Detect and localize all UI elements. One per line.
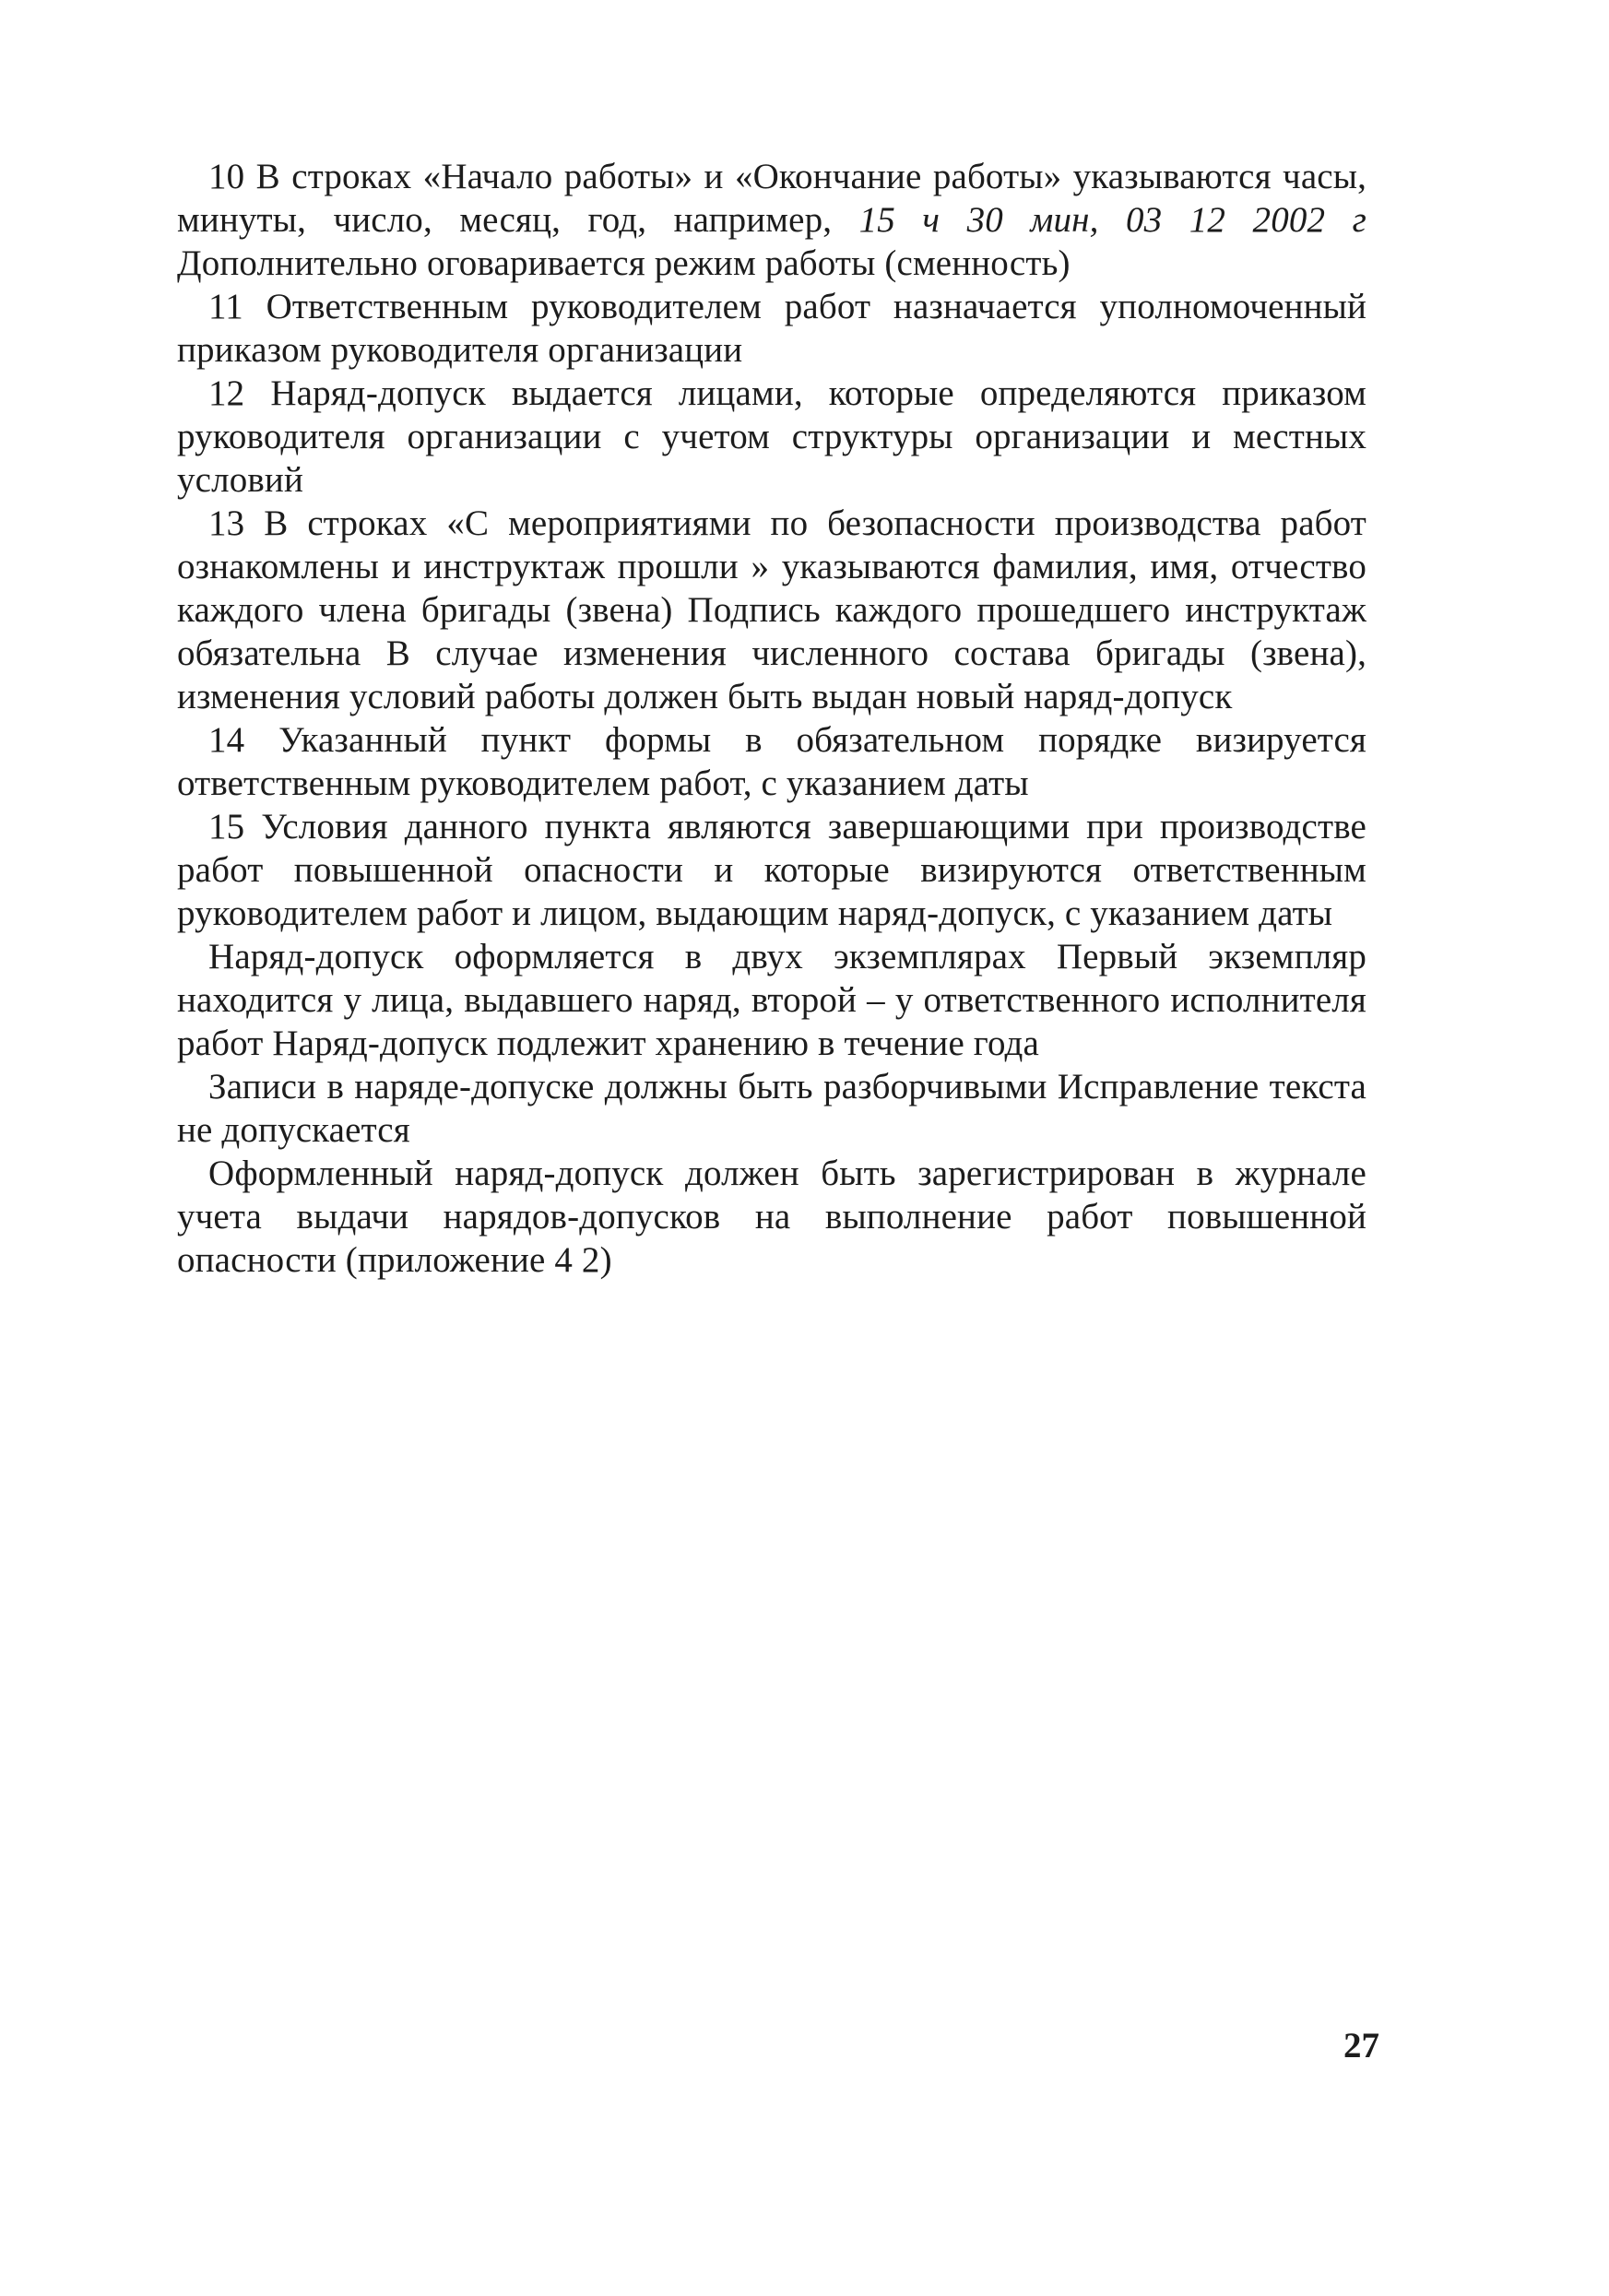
paragraph-10-part-1: 10 В строках «Начало работы» и «Окончание работы» указываются часы, минуты, число, месяц, год, например, (177, 157, 1366, 240)
paragraph-12 (177, 372, 1366, 502)
paragraph-11-text: 11 Ответственным руководителем работ назначается уполномоченный приказом руководителя организации (177, 287, 1366, 370)
paragraph-register (177, 1152, 1366, 1282)
paragraph-records (177, 1065, 1366, 1152)
paragraph-14-text: 14 Указанный пункт формы в обязательном порядке визируется ответственным руководителем работ, с указанием даты (177, 720, 1366, 803)
paragraph-10 (177, 155, 1366, 285)
paragraph-13 (177, 502, 1366, 718)
paragraph-register-text: Оформленный наряд-допуск должен быть зарегистрирован в журнале учета выдачи нарядов-допусков на выполнение работ повышенной опасности (приложение 4 2) (177, 1154, 1366, 1280)
paragraph-records-text: Записи в наряде-допуске должны быть разборчивыми Исправление текста не допускается (177, 1067, 1366, 1150)
paragraph-11 (177, 285, 1366, 372)
paragraph-12-text: 12 Наряд-допуск выдается лицами, которые определяются приказом руководителя организации с учетом структуры организации и местных условий (177, 373, 1366, 500)
paragraph-15-text: 15 Условия данного пункта являются завершающими при производстве работ повышенной опасности и которые визируются ответственным руководителем работ и лицом, выдающим наряд-допуск, с указанием даты (177, 807, 1366, 933)
body-text (177, 155, 1366, 1282)
paragraph-14 (177, 718, 1366, 805)
paragraph-13-text: 13 В строках «С мероприятиями по безопасности производства работ ознакомлены и инструктаж прошли » указываются фамилия, имя, отчество каждого члена бригады (звена) Подпись каждого прошедшего инструктаж обязательна В случае изменения численного состава бригады (звена), изменения условий работы должен быть выдан новый наряд-допуск (177, 503, 1366, 716)
paragraph-copies-text: Наряд-допуск оформляется в двух экземплярах Первый экземпляр находится у лица, выдавшего наряд, второй – у ответственного исполнителя работ Наряд-допуск подлежит хранению в течение года (177, 937, 1366, 1063)
page-number: 27 (1343, 2026, 1379, 2065)
paragraph-15 (177, 805, 1366, 935)
paragraph-copies (177, 935, 1366, 1065)
paragraph-10-part-3: Дополнительно оговаривается режим работы (сменность) (177, 243, 1071, 283)
paragraph-10-italic-example: 15 ч 30 мин, 03 12 2002 г (858, 200, 1366, 240)
